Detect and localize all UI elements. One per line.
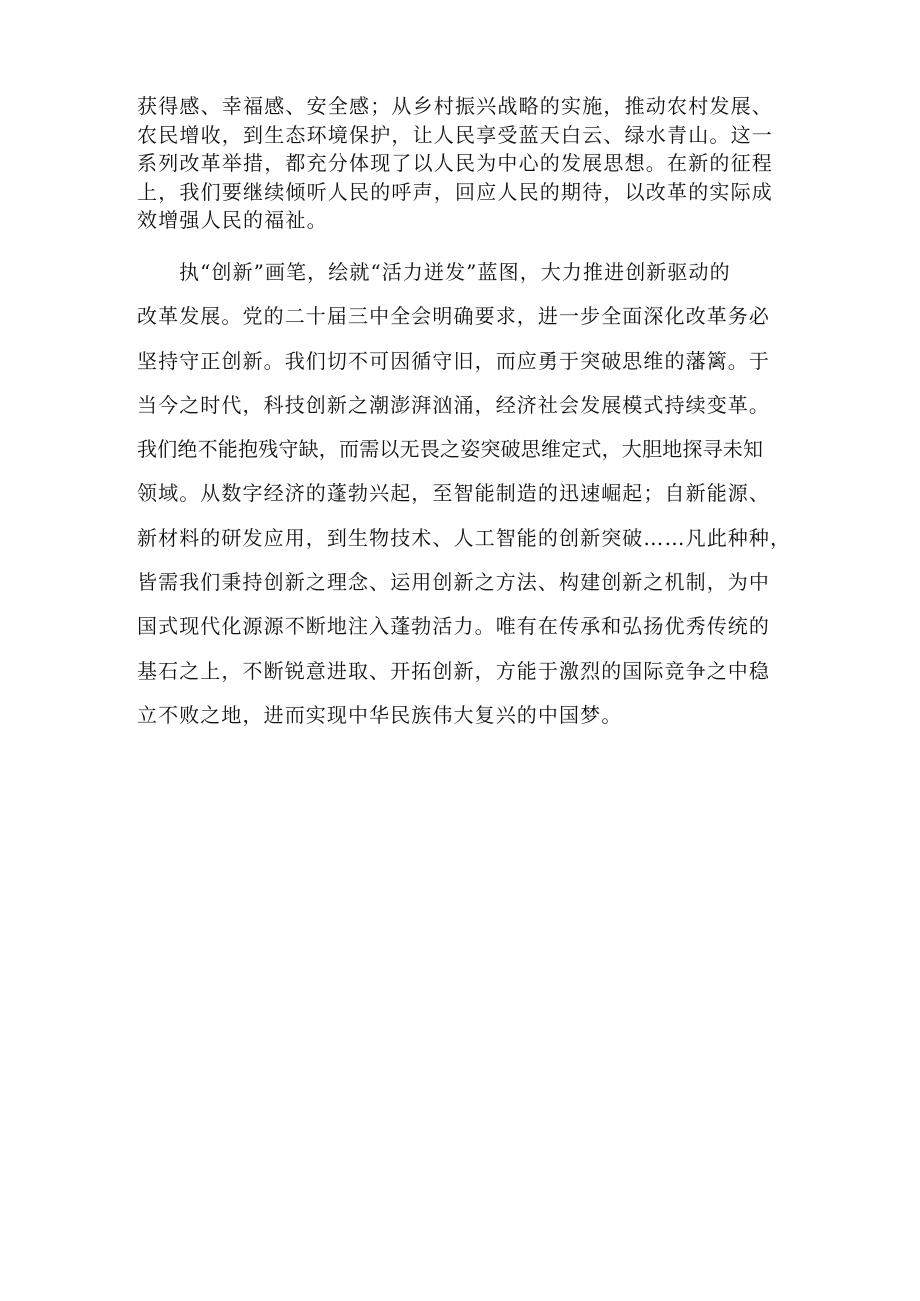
- text-line: 系列改革举措，都充分体现了以人民为中心的发展思想。在新的征程: [137, 151, 773, 175]
- text-line: 新材料的研发应用，到生物技术、人工智能的创新突破……凡此种种，: [137, 525, 792, 550]
- text-line: 上，我们要继续倾听人民的呼声，回应人民的期待，以改革的实际成: [137, 179, 773, 204]
- text-line: 获得感、幸福感、安全感；从乡村振兴战略的实施，推动农村发展、: [137, 94, 773, 118]
- text-line: 基石之上，不断锐意进取、开拓创新，方能于激烈的国际竞争之中稳: [137, 658, 770, 683]
- text-line: 皆需我们秉持创新之理念、运用创新之方法、构建创新之机制，为中: [137, 570, 770, 595]
- text-line: 坚持守正创新。我们切不可因循守旧，而应勇于突破思维的藩篱。于: [137, 348, 770, 373]
- text-line: 国式现代化源源不断地注入蓬勃活力。唯有在传承和弘扬优秀传统的: [137, 614, 770, 639]
- text-line: 当今之时代，科技创新之潮澎湃汹涌，经济社会发展模式持续变革。: [137, 392, 770, 417]
- text-line: 改革发展。党的二十届三中全会明确要求，进一步全面深化改革务必: [137, 304, 770, 329]
- text-line: 效增强人民的福祉。: [137, 208, 328, 232]
- text-line: 农民增收，到生态环境保护，让人民享受蓝天白云、绿水青山。这一: [137, 122, 773, 147]
- text-line: 领域。从数字经济的蓬勃兴起，至智能制造的迅速崛起；自新能源、: [137, 481, 770, 506]
- text-line: 立不败之地，进而实现中华民族伟大复兴的中国梦。: [137, 702, 623, 727]
- text-line: 我们绝不能抱残守缺，而需以无畏之姿突破思维定式，大胆地探寻未知: [137, 437, 764, 462]
- paragraph-innovation: [137, 250, 791, 737]
- paragraph-people-centered: [137, 92, 773, 235]
- text-line-indented: 执“创新”画笔，绘就“活力迸发”蓝图，大力推进创新驱动的: [179, 260, 731, 284]
